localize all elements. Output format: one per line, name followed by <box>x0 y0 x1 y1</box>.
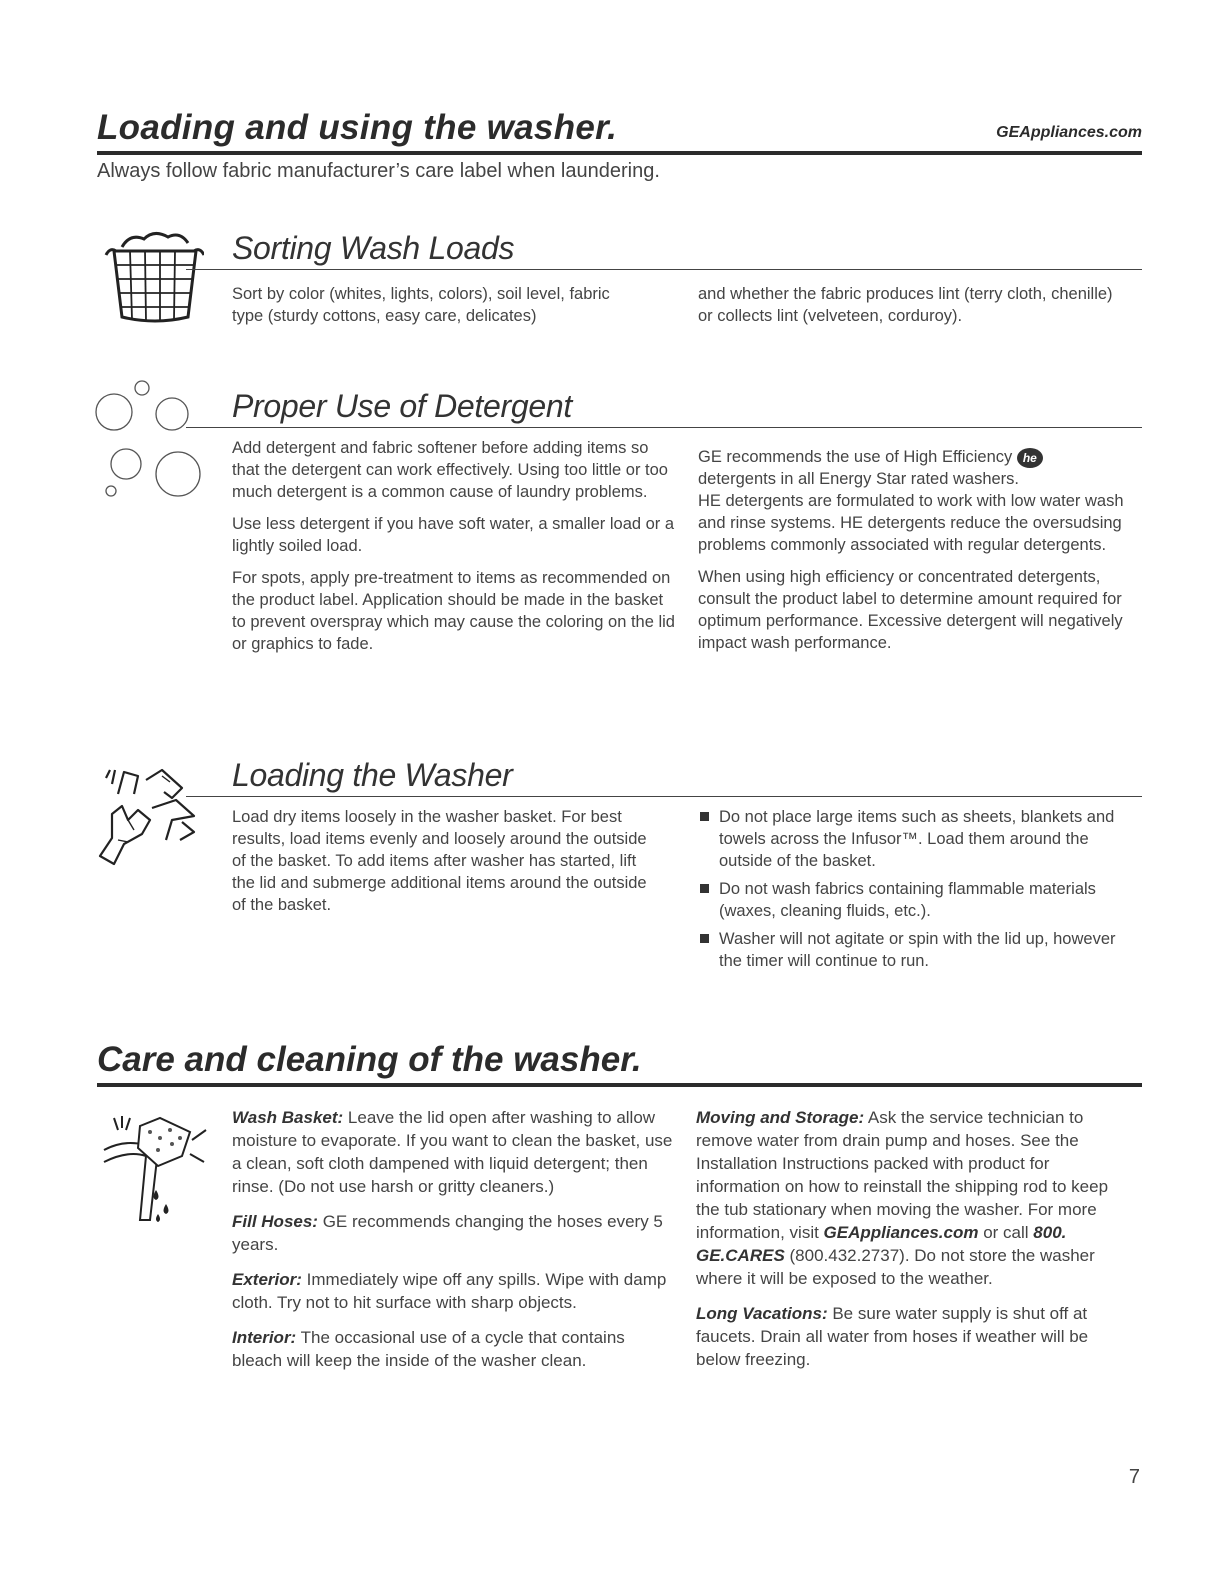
moving-paragraph: Moving and Storage: Ask the service technician to remove water from drain pump and hoses. See the Installation Instructions packed with product for information on how to reinstall the shipping rod to keep the tub stationary when moving the washer. For more information, visit GEAppliances.com or call 800. GE.CARES (800.432.2737). Do not store the washer where it will be exposed to the weather. <box>696 1108 1109 1288</box>
detergent-right-column <box>698 446 1144 664</box>
vacations-label: Long Vacations: <box>696 1304 828 1323</box>
he-paragraph <box>698 446 1144 556</box>
sponge-cleaning-icon <box>100 1110 210 1225</box>
list-item: Washer will not agitate or spin with the lid up, however the timer will continue to run. <box>698 928 1142 972</box>
care-rule <box>97 1083 1142 1087</box>
detergent-paragraph: Use less detergent if you have soft water, a smaller load or a lightly soiled load. <box>232 515 675 555</box>
bullet-icon <box>700 884 709 893</box>
he-text-1: GE recommends the use of High Efficiency <box>698 448 1013 466</box>
clothes-icon <box>90 758 210 873</box>
detergent-paragraph: For spots, apply pre-treatment to items as recommended on the product label. Application should be made in the basket to prevent overspray which may cause the coloring on the lid or graphics to fade. <box>232 569 675 653</box>
sorting-text-right: and whether the fabric produces lint (terry cloth, chenille) or collects lint (velveteen, corduroy). <box>698 285 1113 325</box>
care-right-column <box>696 1106 1136 1381</box>
sorting-rule <box>186 269 1142 270</box>
he-text-3: HE detergents are formulated to work with low water wash and rinse systems. HE detergents reduce the oversudsing problems commonly associated with regular detergents. <box>698 492 1124 554</box>
moving-label: Moving and Storage: <box>696 1108 865 1127</box>
loading-text: Load dry items loosely in the washer basket. For best results, load items evenly and loosely around the outside of the basket. To add items after washer has started, lift the lid and submerge additional items around the outside of the basket. <box>232 808 647 914</box>
care-left-column <box>232 1106 678 1382</box>
wash-basket-paragraph: Wash Basket: Leave the lid open after washing to allow moisture to evaporate. If you want to clean the basket, use a clean, soft cloth dampened with liquid detergent; then rinse. (Do not use harsh or gritty cleaners.) <box>232 1108 673 1196</box>
detergent-left-column <box>232 437 677 665</box>
website-label: GEAppliances.com <box>996 124 1142 141</box>
laundry-basket-icon <box>100 225 204 323</box>
he-logo-icon: he <box>1017 448 1043 468</box>
detergent-paragraph: Add detergent and fabric softener before adding items so that the detergent can work effectively. Using too little or too much detergent is a common cause of laundry problems. <box>232 439 668 501</box>
bullet-icon <box>700 934 709 943</box>
loading-bullet-list <box>698 806 1142 978</box>
exterior-paragraph: Exterior: Immediately wipe off any spills. Wipe with damp cloth. Try not to hit surface with sharp objects. <box>232 1270 667 1312</box>
detergent-title: Proper Use of Detergent <box>232 388 572 424</box>
website-link[interactable]: GEAppliances.com <box>823 1223 979 1242</box>
loading-title: Loading the Washer <box>232 757 513 793</box>
page-number: 7 <box>1128 1466 1140 1488</box>
exterior-label: Exterior: <box>232 1270 302 1289</box>
lead-text: Always follow fabric manufacturer’s care label when laundering. <box>97 160 660 182</box>
interior-paragraph: Interior: The occasional use of a cycle that contains bleach will keep the inside of the washer clean. <box>232 1328 625 1370</box>
loading-rule <box>186 796 1142 797</box>
he-text-2: detergents in all Energy Star rated washers. <box>698 470 1020 488</box>
page-title: Loading and using the washer. <box>97 108 618 147</box>
fill-hoses-paragraph: Fill Hoses: GE recommends changing the hoses every 5 years. <box>232 1212 663 1254</box>
title-rule <box>97 151 1142 155</box>
detergent-paragraph: When using high efficiency or concentrated detergents, consult the product label to determine amount required for optimum performance. Excessive detergent will negatively impact wash performance. <box>698 568 1123 652</box>
detergent-rule <box>186 427 1142 428</box>
list-item: Do not place large items such as sheets, blankets and towels across the Infusor™. Load them around the outside of the basket. <box>698 806 1142 872</box>
sorting-text-left: Sort by color (whites, lights, colors), soil level, fabric type (sturdy cottons, easy care, delicates) <box>232 285 610 325</box>
wash-basket-label: Wash Basket: <box>232 1108 344 1127</box>
interior-label: Interior: <box>232 1328 297 1347</box>
list-item: Do not wash fabrics containing flammable materials (waxes, cleaning fluids, etc.). <box>698 878 1142 922</box>
bubbles-icon <box>92 378 202 498</box>
sorting-title: Sorting Wash Loads <box>232 230 515 266</box>
care-title: Care and cleaning of the washer. <box>97 1040 642 1079</box>
fill-hoses-label: Fill Hoses: <box>232 1212 318 1231</box>
bullet-icon <box>700 812 709 821</box>
vacations-paragraph: Long Vacations: Be sure water supply is shut off at faucets. Drain all water from hoses if weather will be below freezing. <box>696 1304 1089 1369</box>
phone-number: 800. GE.CARES <box>696 1223 1067 1265</box>
